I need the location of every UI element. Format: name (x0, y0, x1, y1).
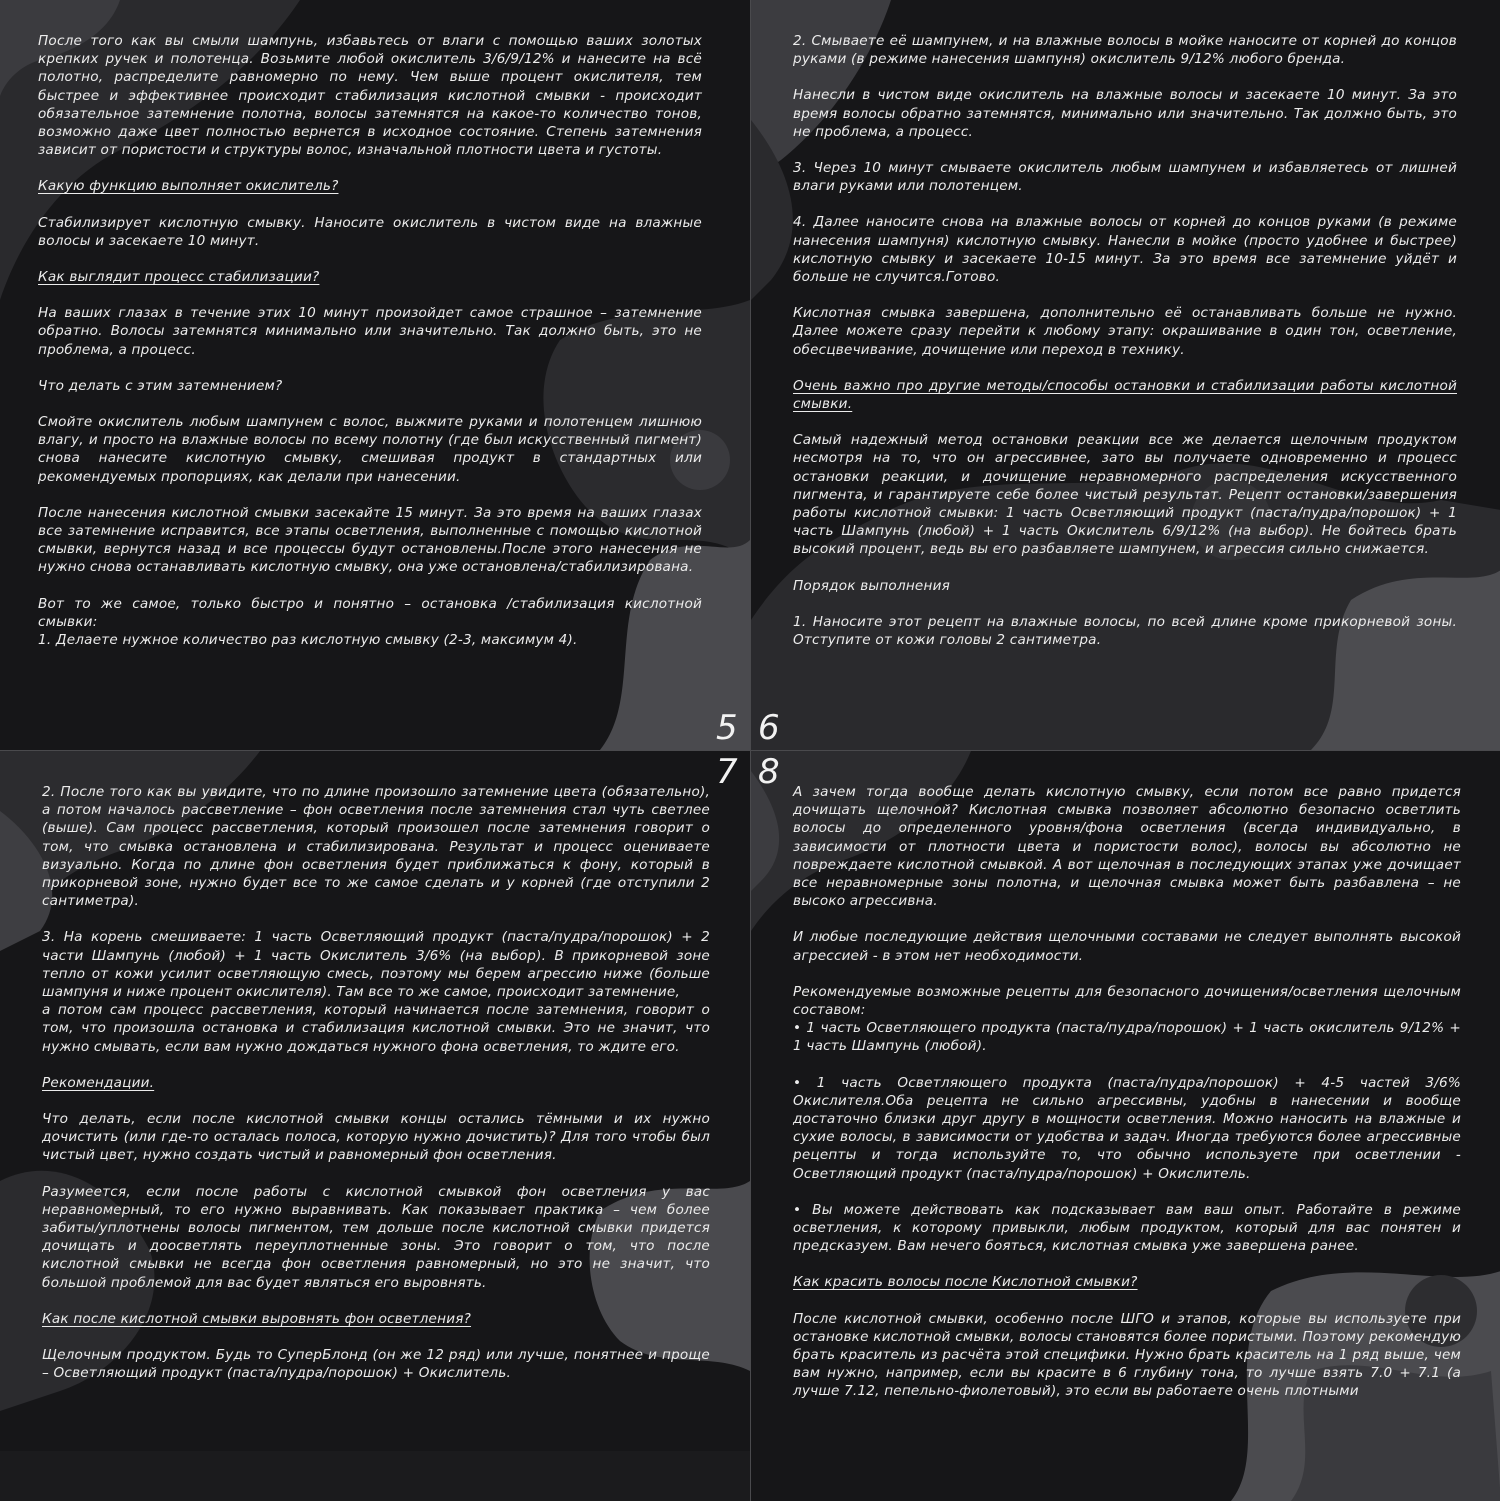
list-item: • Вы можете действовать как подсказывает вам ваш опыт. Работайте в режиме осветления, к которому привыкли, любым продуктом, который для вас понятен и предсказуем. Вам нечего бояться, кислотная смывка уже завершена ранее. (793, 1201, 1461, 1255)
paragraph: Смойте окислитель любым шампунем с волос, выжмите руками и полотенцем лишнюю влагу, и просто на влажные волосы по всему полотну (где был искусственный пигмент) снова нанесите кислотную смывку, смешивая продукт в стандартных или рекомендуемых пропорциях, как делали при нанесении. (38, 414, 702, 485)
paragraph: Что делать, если после кислотной смывки концы остались тёмными и их нужно дочистить (или где-то осталась полоса, которую нужно дочистить)? Для того чтобы был чистый цвет, нужно создать чистый и равномерный фон осветления. (42, 1111, 710, 1164)
page-6-text (793, 32, 1457, 649)
list-item: • 1 часть Осветляющего продукта (паста/пудра/порошок) + 4-5 частей 3/6% Окислителя.Оба рецепта не сильно агрессивны, удобны в нанесении и вообще достаточно близки друг другу в мощности осветления. Можно наносить на влажные и сухие волосы, в зависимости от удобства и задач. Иногда требуются более агрессивные рецепты и тогда используйте то, что обычно используете при осветлении - Осветляющий продукт (паста/пудра/порошок) + Окислитель. (793, 1074, 1461, 1182)
paragraph: 2. После того как вы увидите, что по длине произошло затемнение цвета (обязательно), а потом началось рассветление – фон осветления после затемнения стал чуть светлее (выше). Сам процесс рассветления, который произошел после затемнения говорит о том, что смывка остановлена и стабилизирована. Результат и процесс оцениваете визуально. Когда по длине фон осветления будет приближаться к фону, который в прикорневой зоне, нужно будет все то же самое сделать и у корней (где отступили 2 сантиметра). (42, 784, 710, 910)
page-7 (0, 751, 750, 1501)
section-heading: Как выглядит процесс стабилизации? (38, 269, 320, 286)
paragraph: Разумеется, если после работы с кислотной смывкой фон осветления у вас неравномерный, то его нужно выравнивать. Как показывает практика – чем более забиты/уплотнены волосы пигментом, тем дольше после кислотной смывки придется дочищать и доосветлять переуплотненные зоны. Это говорит о том, что после кислотной смывки не всегда фон осветления равномерный, но это не значит, что большой проблемой для вас будет являться его выровнять. (42, 1183, 710, 1291)
page-number-5: 5 (716, 708, 740, 748)
paragraph: После нанесения кислотной смывки засекайте 15 минут. За это время на ваших глазах все затемнение исправится, все этапы осветления, выполненные с помощью кислотной смывки, вернутся назад и все процессы будут остановлены.После этого нанесения не нужно снова останавливать кислотную смывку, она уже остановлена/стабилизирована. (38, 504, 702, 576)
page-8 (751, 751, 1500, 1501)
section-heading: Рекомендации. (42, 1074, 155, 1091)
paragraph: Самый надежный метод остановки реакции все же делается щелочным продуктом несмотря на то, что он агрессивнее, зато вы получаете одновременно и процесс остановки реакции, и дочищение неравномерного распределения искусственного пигмента, и гарантируете себе более чистый результат. Рецепт остановки/завершения работы кислотной смывки: 1 часть Осветляющий продукт (паста/пудра/порошок) + 1 часть Шампунь (любой) + 1 часть Окислитель 6/9/12% (на выбор). Не бойтесь брать высокий процент, ведь вы его разбавляете шампунем, и агрессия сильно снижается. (793, 432, 1457, 558)
paragraph: Кислотная смывка завершена, дополнительно её останавливать больше не нужно. Далее можете сразу перейти к любому этапу: окрашивание в один тон, осветление, обесцвечивание, дочищение или переход в технику. (793, 305, 1457, 358)
paragraph: Порядок выполнения (793, 577, 950, 594)
paragraph: После кислотной смывки, особенно после ШГО и этапов, которые вы используете при остановке кислотной смывки, волосы становятся более пористыми. Поэтому рекомендую брать краситель из расчёта этой специфики. Нужно брать краситель на 1 ряд выше, чем вам нужно, например, если вы красите в 6 глубину тона, то лучше взять 7.0 + 7.1 (а лучше 7.12, пепельно-фиолетовый), это если вы работаете очень плотными (793, 1310, 1461, 1400)
paragraph: Щелочным продуктом. Будь то СуперБлонд (он же 12 ряд) или лучше, понятнее и проще – Осветляющий продукт (паста/пудра/порошок) + Окислитель. (42, 1347, 710, 1382)
paragraph: Рекомендуемые возможные рецепты для безопасного дочищения/осветления щелочным составом: (793, 983, 1461, 1019)
list-item: 1. Делаете нужное количество раз кислотную смывку (2-3, максимум 4). (38, 632, 578, 649)
page-6 (751, 0, 1500, 750)
paragraph: 2. Смываете её шампунем, и на влажные волосы в мойке наносите от корней до концов руками (в режиме нанесения шампуня) окислитель 9/12% любого бренда. (793, 33, 1457, 68)
page-number-6: 6 (758, 708, 782, 748)
paragraph: После того как вы смыли шампунь, избавьтесь от влаги с помощью ваших золотых крепких ручек и полотенца. Возьмите любой окислитель 3/6/9/12% и нанесите на всё полотно, распределите равномерно по нему. Чем выше процент окислителя, тем быстрее и эффективнее происходит стабилизация кислотной смывки - происходит обязательное затемнение полотна, волосы затемнятся на какое-то количество тонов, возможно даже цвет полностью вернется в исходное состояние. Степень затемнения зависит от пористости и структуры волос, изначальной плотности цвета и густоты. (38, 33, 702, 159)
paragraph: 3. Через 10 минут смываете окислитель любым шампунем и избавляетесь от лишней влаги руками или полотенцем. (793, 160, 1457, 195)
section-heading: Как после кислотной смывки выровнять фон осветления? (42, 1310, 472, 1327)
section-heading: Очень важно про другие методы/способы остановки и стабилизации работы кислотной смывки. (793, 377, 1457, 413)
paragraph: Что делать с этим затемнением? (38, 377, 283, 394)
page-8-text (793, 783, 1461, 1401)
paragraph: Вот то же самое, только быстро и понятно – остановка /стабилизация кислотной смывки: (38, 595, 702, 630)
paragraph: 3. На корень смешиваете: 1 часть Осветляющий продукт (паста/пудра/порошок) + 2 части Шампунь (любой) + 1 часть Окислитель 3/6% (на выбор). В прикорневой зоне тепло от кожи усилит осветляющую смесь, поэтому мы берем агрессию ниже (больше шампуня и ниже процент окислителя). Там все то же самое, происходит затемнение, (42, 929, 710, 1001)
paragraph: 4. Далее наносите снова на влажные волосы от корней до концов руками (в режиме нанесения шампуня) кислотную смывку. Нанесли в мойке (просто удобнее и быстрее) кислотную смывку и засекаете 10-15 минут. За это время все затемнение уйдёт и больше не случится.Готово. (793, 214, 1457, 286)
section-heading: Какую функцию выполняет окислитель? (38, 178, 339, 195)
page-5 (0, 0, 750, 750)
paragraph: а потом сам процесс рассветления, который начинается после затемнения, говорит о том, что произошла остановка и стабилизация кислотной смывки. Это не значит, что нужно смывать, если вам нужно дождаться нужного фона осветления, то ждите его. (42, 1002, 710, 1055)
section-heading: Как красить волосы после Кислотной смывки? (793, 1274, 1138, 1291)
paragraph: И любые последующие действия щелочными составами не следует выполнять высокой агрессией - в этом нет необходимости. (793, 929, 1461, 964)
list-item: 1. Наносите этот рецепт на влажные волосы, по всей длине кроме прикорневой зоны. Отступите от кожи головы 2 сантиметра. (793, 613, 1457, 649)
page-7-text (42, 783, 710, 1382)
paragraph: Стабилизирует кислотную смывку. Наносите окислитель в чистом виде на влажные волосы и засекаете 10 минут. (38, 214, 702, 249)
page-number-8: 8 (758, 752, 782, 792)
list-item: • 1 часть Осветляющего продукта (паста/пудра/порошок) + 1 часть окислитель 9/12% + 1 часть Шампунь (любой). (793, 1020, 1461, 1055)
paragraph: Нанесли в чистом виде окислитель на влажные волосы и засекаете 10 минут. За это время волосы обратно затемнятся, минимально или значительно. Так должно быть, это не проблема, а процесс. (793, 87, 1457, 140)
page-number-7: 7 (716, 752, 740, 792)
page-5-text (38, 32, 702, 649)
paragraph: А зачем тогда вообще делать кислотную смывку, если потом все равно придется дочищать щелочной? Кислотная смывка позволяет абсолютно безопасно осветлить волосы до определенного уровня/фона осветления (всегда индивидуально, в зависимости от плотности цвета и пористости волос), волосы вы абсолютно не повреждаете кислотной смывкой. А вот щелочная в последующих этапах уже дочищает все неравномерные зоны полотна, и щелочная смывка может быть разбавлена – не высоко агрессивна. (793, 784, 1461, 910)
paragraph: На ваших глазах в течение этих 10 минут произойдет самое страшное – затемнение обратно. Волосы затемнятся минимально или значительно. Так должно быть, это не проблема, а процесс. (38, 305, 702, 358)
